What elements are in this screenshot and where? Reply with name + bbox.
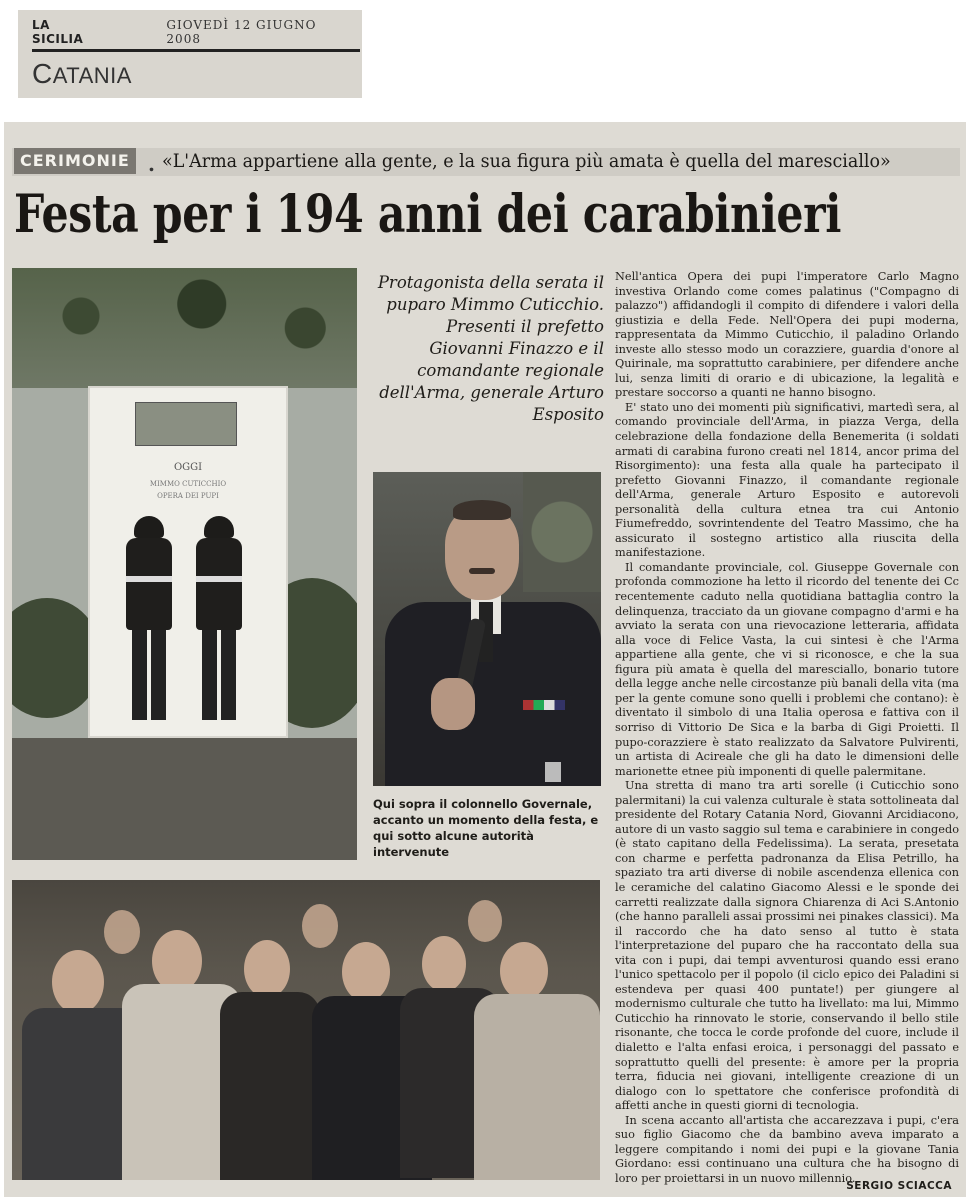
subhead [364,272,604,426]
paragraph: Il comandante provinciale, col. Giuseppe Governale con profonda commozione ha letto il ricordo del tenente dei Cc recentemente caduto nella quotidiana battaglia contro la delinquenza, tracciato da un giovane compagno d'armi e ha avviato la serata con una rievocazione letteraria, affidata alla voce di Felice Vasta, la cui sintesi è che l'Arma appartiene alla gente, che vi si riconosce, e che la sua figura più amata è quella del maresciallo, bonario tutore della legge anche nelle circostanze più banali della vita (ma per la gente comune sono quelli i problemi che contano): è diventato il simbolo di una Italia operosa e fattiva con il sorriso di Vittorio De Sica e la barba di Gigi Proietti. Il pupo-corazziere è stato realizzato da Salvatore Pulvirenti, un artista di Acireale che gli ha dato le dimensioni delle marionette etnee più imponenti di quelle palermitane. [615,560,959,778]
photo-caption: Qui sopra il colonnello Governale, accanto un momento della festa, e qui sotto alcune autorità intervenute [373,797,599,859]
banner-line-2: MIMMO CUTICCHIO [149,480,227,488]
subhead-line: comandante regionale [417,361,604,380]
paragraph: E' stato uno dei momenti più significativi, martedì sera, al comando provinciale dell'Arma, in piazza Verga, della celebrazione della fondazione della Benemerita (i soldati armati di carabina furono creati nel 1814, ancor prima del Risorgimento): una festa alla quale ha partecipato il prefetto Giovanni Finazzo, il comandante regionale dell'Arma, generale Arturo Esposito e autorevoli personalità della cultura etnea tra cui Antonio Fiumefreddo, sovrintendente del Teatro Massimo, che ha assicurato il sostegno artistico alla riuscita della manifestazione. [615,400,959,560]
uniform-badge [545,762,561,782]
banner-line-1: OGGI [173,462,203,473]
section-rest: ATANIA [52,63,132,88]
hair [453,500,511,520]
photo-festival-banner [12,268,357,860]
kicker-quote: «L'Arma appartiene alla gente, e la sua figura più amata è quella del maresciallo» [162,150,891,172]
carabiniere-figure-right [194,516,244,724]
banner [88,386,288,738]
masthead-rule [32,49,360,52]
subhead-line: dell'Arma, generale Arturo [379,383,604,402]
headline: Festa per i 194 anni dei carabinieri [14,184,841,245]
kicker-dot: . [148,152,155,176]
section-name [32,58,352,90]
subhead-line: Giovanni Finazzo e il [429,339,604,358]
floor [12,738,357,860]
newspaper-name: LA SICILIA [32,18,84,46]
ivy-foliage [12,268,357,388]
subhead-line: puparo Mimmo Cuticchio. [386,295,604,314]
section-initial: C [32,58,53,89]
masthead-clipping [18,10,362,98]
publication-date: GIOVEDÌ 12 GIUGNO 2008 [166,18,317,46]
byline: SERGIO SCIACCA [846,1180,952,1192]
subhead-line: Protagonista della serata il [377,273,604,292]
paragraph: Una stretta di mano tra arti sorelle (i Cuticchio sono palermitani) la cui valenza culturale è stata sottolineata dal presidente del Rotary Catania Nord, Giovanni Arcidiacono, autore di un vasto saggio sul tema e carabiniere in congedo (è stato capitano della Fedelissima). La serata, presetata con charme e perfetta padronanza da Elisa Petrillo, ha spaziato tra arti diverse di nobile ascendenza ellenica con le ceramiche del calatino Giacomo Alessi e le sponde dei carretti realizzate dalla signora Chiarenza di Aci S.Antonio (che hanno paralleli assai prossimi nei pinakes classici). Ma il raccordo che ha dato senso al tutto è stata l'interpretazione del puparo che ha raccontato della sua vita con i pupi, dai tempi avventurosi quando essi erano l'unico spettacolo per il popolo (il ciclo epico dei Paladini si estendeva per quasi 400 puntate!) per giungere al modernismo culturale che tutto ha livellato: ma lui, Mimmo Cuticchio ha rinnovato le storie, conservando il bello stile risonante, che tocca le corde profonde del cuore, include il dialetto e l'alta enfasi eroica, i personaggi del passato e soprattutto quelli del presente: è amore per la propria terra, fiducia nei giovani, intelligente creazione di un dialogo con lo spettatore che conferisce profondità di affetti anche in questi giorni di tecnologia. [615,779,959,1113]
paragraph: In scena accanto all'artista che accarezzava i pupi, c'era suo figlio Giacomo che da bambino aveva imparato a leggere compitando i nomi dei pupi e la giovane Tania Giordano: essi continuano una cultura che ha bisogno di loro per proiettarsi in un nuovo millennio. [615,1113,959,1185]
face [445,508,519,600]
banner-line-3: OPERA DEI PUPI [157,492,219,500]
carabiniere-figure-left [124,516,174,724]
banner-picture [135,402,237,446]
article-clipping [4,122,966,1197]
medal-ribbons [523,700,565,710]
subhead-line: Presenti il prefetto [446,317,604,336]
masthead-row [32,18,352,46]
kicker-tag: CERIMONIE [14,148,136,174]
hand [431,678,475,730]
article-body [615,270,959,1186]
paragraph: Nell'antica Opera dei pupi l'imperatore Carlo Magno investiva Orlando come comes palatinus ("Compagno di palazzo") affidandogli il compito di difendere i valori della giustizia e della Fede. Nell'Opera dei pupi moderna, rappresentata da Mimmo Cuticchio, il paladino Orlando investe allo stesso modo un corazziere, guardia d'onore al Quirinale, ma soprattutto carabiniere, per difendere anche lui, senza limiti di orario e di ubicazione, la legalità e prestare soccorso a quanti ne hanno bisogno. [615,270,959,400]
photo-colonel-speaking [373,472,601,786]
photo-audience [12,880,600,1180]
mustache [469,568,495,574]
background-foliage [523,472,601,592]
subhead-line: Esposito [532,405,604,424]
